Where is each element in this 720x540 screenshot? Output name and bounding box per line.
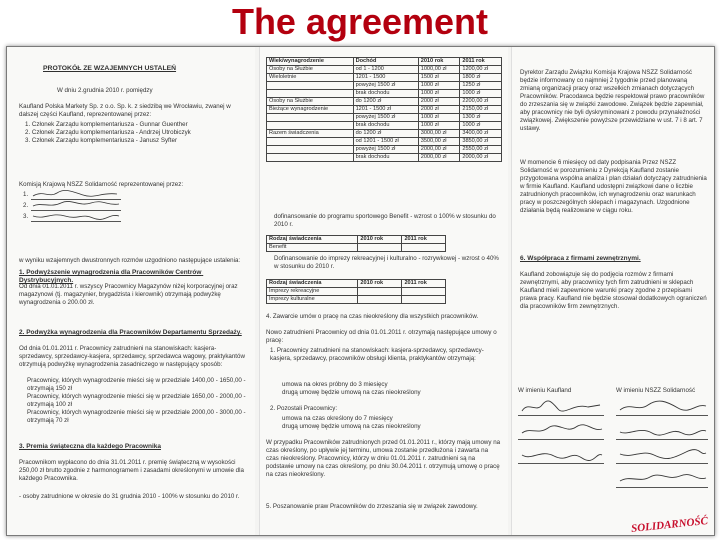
page3-paragraph-2: W momencie 6 miesięcy od daty podpisania Przez NSZZ Solidarność w porozumieniu z Dyrekcją Kaufland zostanie przygotowana wspólna analiza i plan działań dotyczący zatrudnienia w firmie Kaufland. Kaufland udostępni związkowi dane o liczbie zatrudnionych pracowników, ich wynagrodzeniu oraz warunkach pracy w poszczególnych sklepach i magazynach. Uzgodnione działania będą realizowane w ciągu roku.: [520, 159, 709, 214]
signature-3: [31, 211, 121, 222]
table-row: [267, 280, 446, 288]
section-3-body: Pracownikom wypłacono do dnia 31.01.2011 r. premię świąteczną w wysokości 250,00 zł brutto zgodnie z harmonogramem i zasadami określonymi w umowie dla każdego Pracownika.: [19, 459, 246, 482]
section-1-body: Od dnia 01.01.2011 r. wszyscy Pracownicy Magazynów niżej korporacyjnej oraz magazynowi (tj. magazynier, brygadzista i kierownik) otrzymają podwyżkę wynagrodzenia o 200.00 zł.: [19, 283, 240, 306]
section-4-list-1-item-2: drugą umowę będzie umową na czas nieokreślony: [282, 389, 421, 396]
table-row: [267, 74, 502, 82]
table-row: [267, 288, 446, 296]
union-signature-1: [616, 399, 708, 416]
slide-title: The agreement: [231, 1, 489, 42]
section-4-list-1: 1. Pracownicy zatrudnieni na stanowiskach: kasjera-sprzedawcy, sprzedawcy-kasjera, sprzedawcy, pracowników obsługi klienta, praktykantów otrzymają:: [270, 347, 484, 362]
sig-num-3: 3.: [23, 213, 29, 220]
table-cell: [267, 114, 354, 122]
page1-intro: Kaufland Polska Markety Sp. z o.o. Sp. k. z siedzibą we Wrocławiu, zwanej w dalszej części Kaufland, reprezentowanej przez:: [19, 103, 233, 118]
section-4-body: Nowo zatrudnieni Pracownicy od dnia 01.01.2011 r. otrzymają następujące umowy o pracę:: [266, 329, 499, 344]
section-2-body: Od dnia 01.01.2011 r. Pracownicy zatrudnieni na stanowiskach: kasjera-sprzedawcy, sprzedawcy-kasjera, sprzedawcy, sprzedawca wagowy, praktykantów otrzymują podwyżkę wynagrodzenia zasadniczego w następujący sposób:: [19, 345, 247, 368]
table-row: [267, 138, 502, 146]
table-cell: od 1 - 1200: [353, 66, 418, 74]
table-cell: 1000 zł: [460, 90, 502, 98]
section-1-heading: 1. Podwyższenie wynagrodzenia dla Pracowników Centrów Dystrybucyjnych.: [19, 269, 204, 284]
table-cell: 2000 zł: [418, 106, 460, 114]
benefit-table: [266, 235, 446, 252]
table-cell: [402, 244, 446, 252]
table-cell: 3400,00 zł: [460, 130, 502, 138]
page3-paragraph-1: Dyrektor Zarządu Związku Komisja Krajowa NSZZ Solidarność będzie informowany co najmniej 2 tygodnie przed planowaną zmianą organizacji pracy oraz wszelkich zmianach dotyczących Pracowników. Pracodawca będzie respektował prawo pracowników do zrzeszania się w związki zawodowe. Związek będzie zapewniał, aby pracownicy nie byli dyskryminowani z powodu przynależności związkowej. Zwiększenie powyższe przewidziane w ust. 7 i 8 art. 7 ustawy.: [520, 69, 707, 132]
table-row: [267, 106, 502, 114]
table-row: [267, 90, 502, 98]
table-cell: 2150,00 zł: [460, 106, 502, 114]
table-cell: 1200,00 zł: [460, 66, 502, 74]
page1-date: W dniu 2.grudnia 2010 r. pomiędzy: [57, 87, 153, 94]
page1-rep-3: 3. Członek Zarządu komplementariusza - Janusz Syfter: [25, 137, 178, 144]
section-2-heading: 2. Podwyżka wynagrodzenia dla Pracowników Departamentu Sprzedaży.: [19, 329, 242, 336]
section-6-heading: 6. Współpraca z firmami zewnętrznymi.: [520, 255, 641, 262]
page1-rep-2: 2. Członek Zarządu komplementariusza - Andrzej Utrobiczyk: [25, 129, 191, 136]
table-cell: powyżej 1500 zł: [353, 114, 418, 122]
table-row: [267, 82, 502, 90]
table-cell: 1000 zł: [418, 114, 460, 122]
table-cell: 2000,00 zł: [418, 146, 460, 154]
table-header-cell: 2010 rok: [358, 280, 402, 288]
table-row: [267, 122, 502, 130]
section-4-list-2-item-2: drugą umowę będzie umową na czas nieokreślony: [282, 423, 421, 430]
table-cell: 2550,00 zł: [460, 146, 502, 154]
sig-right-label: W imieniu NSZZ Solidarność: [616, 387, 696, 394]
page-3: [511, 47, 715, 535]
page-2: [259, 47, 508, 535]
page1-union-line: Komisją Krajową NSZZ Solidarność reprezentowanej przez:: [19, 181, 184, 188]
table-cell: [267, 82, 354, 90]
table-cell: Benefit: [267, 244, 358, 252]
table-cell: 1000,00 zł: [418, 66, 460, 74]
table-cell: 1201 - 1500 zł: [353, 106, 418, 114]
union-signature-3: [616, 447, 708, 464]
table-row: [267, 244, 446, 252]
section-4-list-2-item-1: umowa na czas określony do 7 miesięcy: [282, 415, 393, 422]
table-cell: 3500,00 zł: [418, 138, 460, 146]
page1-heading: PROTOKÓŁ ZE WZAJEMNYCH USTALEŃ: [43, 65, 177, 72]
table-cell: 1000 zł: [418, 82, 460, 90]
table-header-cell: 2011 rok: [402, 280, 446, 288]
table-row: [267, 66, 502, 74]
benefits-table-header: [267, 58, 502, 66]
table-header-cell: 2011 rok: [402, 236, 446, 244]
table-cell: do 1200 zł: [353, 130, 418, 138]
section-4-after: W przypadku Pracowników zatrudnionych przed 01.01.2011 r., którzy mają umowy na czas określony, po upływie jej terminu, umowa zostanie przedłużona i zawarta na czas nieokreślony. Pracownicy, którzy w dniu 01.01.2011 r. zatrudnieni są na podstawie umowy na czas określony, po dniu 30.04.2011 r. otrzymują umowę o pracę na czas nieokreślony.: [266, 439, 502, 478]
union-signature-4: [616, 471, 708, 488]
page1-rep-1: 1. Członek Zarządu komplementariusza - Gunnar Guenther: [25, 121, 188, 128]
table-cell: 3000,00 zł: [418, 130, 460, 138]
table-row: [267, 236, 446, 244]
table-header-cell: Rodzaj świadczenia: [267, 280, 358, 288]
table-cell: brak dochodu: [353, 90, 418, 98]
section-6-body: Kaufland zobowiązuje się do podjęcia rozmów z firmami zewnętrznymi, aby pracownicy tych firm zatrudnieni w sklepach Kaufland mieli zapewnione warunki pracy zgodne z przepisami prawa pracy. Kaufland nie będzie stosował dodatkowych ograniczeń dla pracowników firm zewnętrznych.: [520, 271, 709, 310]
section-4-heading: 4. Zawarcie umów o pracę na czas nieokreślony dla wszystkich pracowników.: [266, 313, 479, 320]
table-header-cell: 2010 rok: [418, 58, 460, 66]
section-3-heading: 3. Premia świąteczna dla każdego Pracownika: [19, 443, 161, 450]
table-cell: 1500 zł: [418, 74, 460, 82]
table-cell: [267, 138, 354, 146]
table-row: [267, 296, 446, 304]
table-cell: 1201 - 1500: [353, 74, 418, 82]
signature-2: [31, 200, 121, 211]
table-cell: od 1201 - 1500 zł: [353, 138, 418, 146]
section-2-bullet-2: Pracownicy, których wynagrodzenie mieści się w przedziale 1650,00 - 2000,00 - otrzymają 100 zł: [27, 393, 248, 408]
benefits-table: [266, 57, 502, 162]
table-cell: powyżej 1500 zł: [353, 82, 418, 90]
solidarnosc-logo: SOLIDARNOŚĆ: [630, 515, 709, 535]
table-header-cell: 2011 rok: [460, 58, 502, 66]
table-row: [267, 154, 502, 162]
recreation-table: [266, 279, 446, 304]
table-cell: do 1200 zł: [353, 98, 418, 106]
table-cell: Bieżące wynagrodzenie: [267, 106, 354, 114]
table-cell: Osoby na Służbie: [267, 66, 354, 74]
section-2-bullet-1: Pracownicy, których wynagrodzenie mieści się w przedziale 1400,00 - 1650,00 - otrzymają 150 zł: [27, 377, 248, 392]
sig-num-1: 1.: [23, 191, 29, 198]
table-row: [267, 98, 502, 106]
table-cell: 1000 zł: [418, 122, 460, 130]
table-header-cell: Rodzaj świadczenia: [267, 236, 358, 244]
table-cell: Razem świadczenia: [267, 130, 354, 138]
table-cell: 1800 zł: [460, 74, 502, 82]
table-cell: Imprezy kulturalne: [267, 296, 358, 304]
union-signature-2: [616, 423, 708, 440]
table-cell: 2000 zł: [418, 98, 460, 106]
table-cell: [358, 296, 402, 304]
section-4-list-1-item-1: umowa na okres próbny do 3 miesięcy: [282, 381, 388, 388]
table-row: [267, 130, 502, 138]
section-3-last: - osoby zatrudnione w okresie do 31 grudnia 2010 - 100% w stosunku do 2010 r.: [19, 493, 240, 500]
section-2-bullet-3: Pracownicy, których wynagrodzenie mieści się w przedziale 2000,00 - 3000,00 - otrzymają 70 zł: [27, 409, 248, 424]
table-cell: Imprezy rekreacyjne: [267, 288, 358, 296]
agreement-scan: [6, 46, 715, 536]
table-cell: Osoby na Służbie: [267, 98, 354, 106]
sig-left-label: W imieniu Kaufland: [518, 387, 572, 394]
sig-num-2: 2.: [23, 202, 29, 209]
table-cell: 2000,00 zł: [460, 154, 502, 162]
page2-bullet-b: Dofinansowanie do imprezy rekreacyjnej i kulturalno - rozrywkowej - wzrost o 40% w stosunku do 2010 r.: [274, 255, 501, 270]
table-cell: powyżej 1500 zł: [353, 146, 418, 154]
table-header-cell: 2010 rok: [358, 236, 402, 244]
table-cell: [267, 146, 354, 154]
table-cell: 1300 zł: [460, 114, 502, 122]
table-cell: [402, 296, 446, 304]
table-cell: 1000 zł: [460, 122, 502, 130]
page2-bullet-a: dofinansowanie do programu sportowego Benefit - wzrost o 100% w stosunku do 2010 r.: [274, 213, 498, 228]
page1-wynik: w wyniku wzajemnych dwustronnych rozmów uzgodniono następujące ustalenia:: [19, 257, 241, 264]
table-cell: 3850,00 zł: [460, 138, 502, 146]
table-row: [267, 114, 502, 122]
table-cell: 1250 zł: [460, 82, 502, 90]
table-cell: [267, 154, 354, 162]
table-cell: 1000 zł: [418, 90, 460, 98]
table-header-cell: Wiek/wynagrodzenie: [267, 58, 354, 66]
table-cell: [358, 244, 402, 252]
table-cell: 2000,00 zł: [418, 154, 460, 162]
page-1: [7, 47, 255, 535]
table-cell: brak dochodu: [353, 122, 418, 130]
signature-1: [31, 189, 121, 200]
kaufland-signature-2: [518, 423, 604, 440]
table-cell: [358, 288, 402, 296]
table-cell: [402, 288, 446, 296]
table-cell: 2200,00 zł: [460, 98, 502, 106]
table-header-cell: Dochód: [353, 58, 418, 66]
table-cell: Wieloletnie: [267, 74, 354, 82]
table-cell: [267, 122, 354, 130]
section-5-heading: 5. Poszanowanie praw Pracowników do zrzeszania się w związek zawodowy.: [266, 503, 478, 510]
kaufland-signature-3: [518, 447, 604, 464]
section-4-list-2: 2. Pozostali Pracownicy:: [270, 405, 338, 412]
table-cell: brak dochodu: [353, 154, 418, 162]
table-cell: [267, 90, 354, 98]
table-row: [267, 146, 502, 154]
kaufland-signature-1: [518, 399, 604, 416]
